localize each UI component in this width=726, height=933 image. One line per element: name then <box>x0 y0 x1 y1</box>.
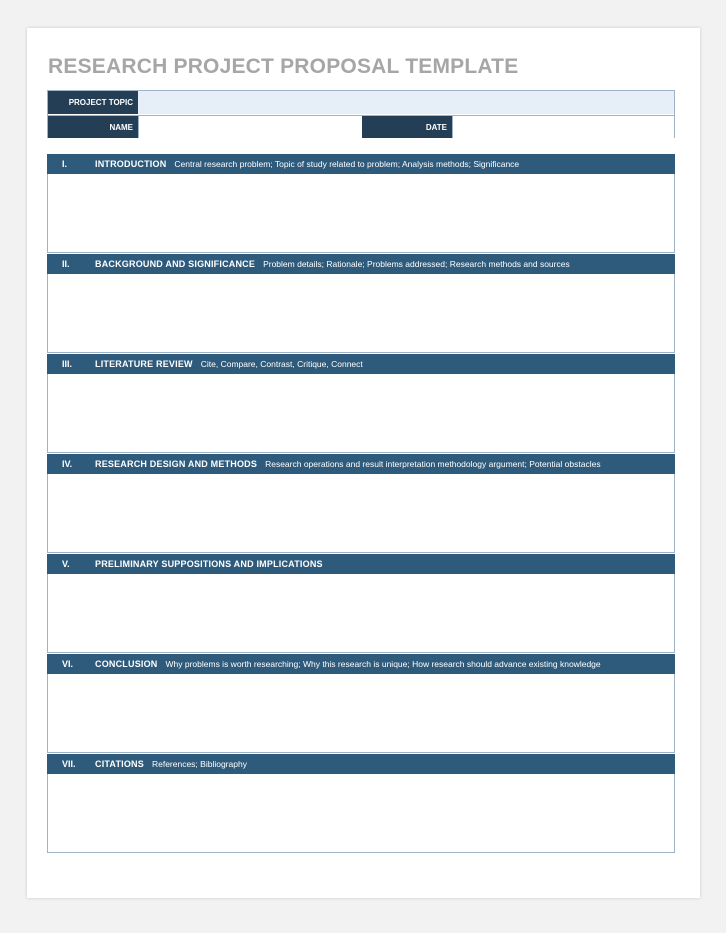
section-description: Why problems is worth researching; Why this research is unique; How research should advance existing knowledge <box>165 659 601 669</box>
project-topic-label: PROJECT TOPIC <box>48 91 138 114</box>
section-header <box>47 554 675 574</box>
section-title: PRELIMINARY SUPPOSITIONS AND IMPLICATIONS <box>95 559 323 569</box>
project-topic-row <box>48 91 674 114</box>
document-title: RESEARCH PROJECT PROPOSAL TEMPLATE <box>48 55 519 78</box>
section-title: RESEARCH DESIGN AND METHODS <box>95 459 258 469</box>
section-description: Cite, Compare, Contrast, Critique, Connect <box>200 359 363 369</box>
section-header <box>47 354 675 374</box>
section-title: BACKGROUND AND SIGNIFICANCE <box>95 259 256 269</box>
section-description: Problem details; Rationale; Problems addressed; Research methods and sources <box>263 259 570 269</box>
section-header <box>47 454 675 474</box>
date-field[interactable] <box>452 116 674 138</box>
section-title: CONCLUSION <box>95 659 158 669</box>
section-number: I. <box>62 159 68 169</box>
section-number: IV. <box>62 459 73 469</box>
section-title: LITERATURE REVIEW <box>95 359 193 369</box>
section-literature-review <box>47 354 675 453</box>
section-title: CITATIONS <box>95 759 144 769</box>
document-page <box>27 28 700 898</box>
project-info-table <box>47 90 675 138</box>
section-description: References; Bibliography <box>151 759 247 769</box>
name-label: NAME <box>48 116 138 138</box>
section-conclusion <box>47 654 675 753</box>
section-number: VII. <box>62 759 76 769</box>
section-title: INTRODUCTION <box>95 159 167 169</box>
section-description: Research operations and result interpretation methodology argument; Potential obstacles <box>265 459 601 469</box>
section-number: II. <box>62 259 70 269</box>
section-number: VI. <box>62 659 74 669</box>
name-date-row <box>48 115 674 138</box>
section-research-design-and-methods <box>47 454 675 553</box>
date-label: DATE <box>362 116 452 138</box>
section-number: III. <box>62 359 73 369</box>
section-header <box>47 654 675 674</box>
section-background-and-significance <box>47 254 675 353</box>
section-description: Central research problem; Topic of study related to problem; Analysis methods; Significance <box>174 159 520 169</box>
section-preliminary-suppositions <box>47 554 675 653</box>
name-field[interactable] <box>138 116 362 138</box>
section-header <box>47 754 675 774</box>
section-number: V. <box>62 559 70 569</box>
section-header <box>47 254 675 274</box>
section-citations <box>47 754 675 853</box>
section-introduction <box>47 154 675 253</box>
section-header <box>47 154 675 174</box>
project-topic-field[interactable] <box>138 91 674 114</box>
